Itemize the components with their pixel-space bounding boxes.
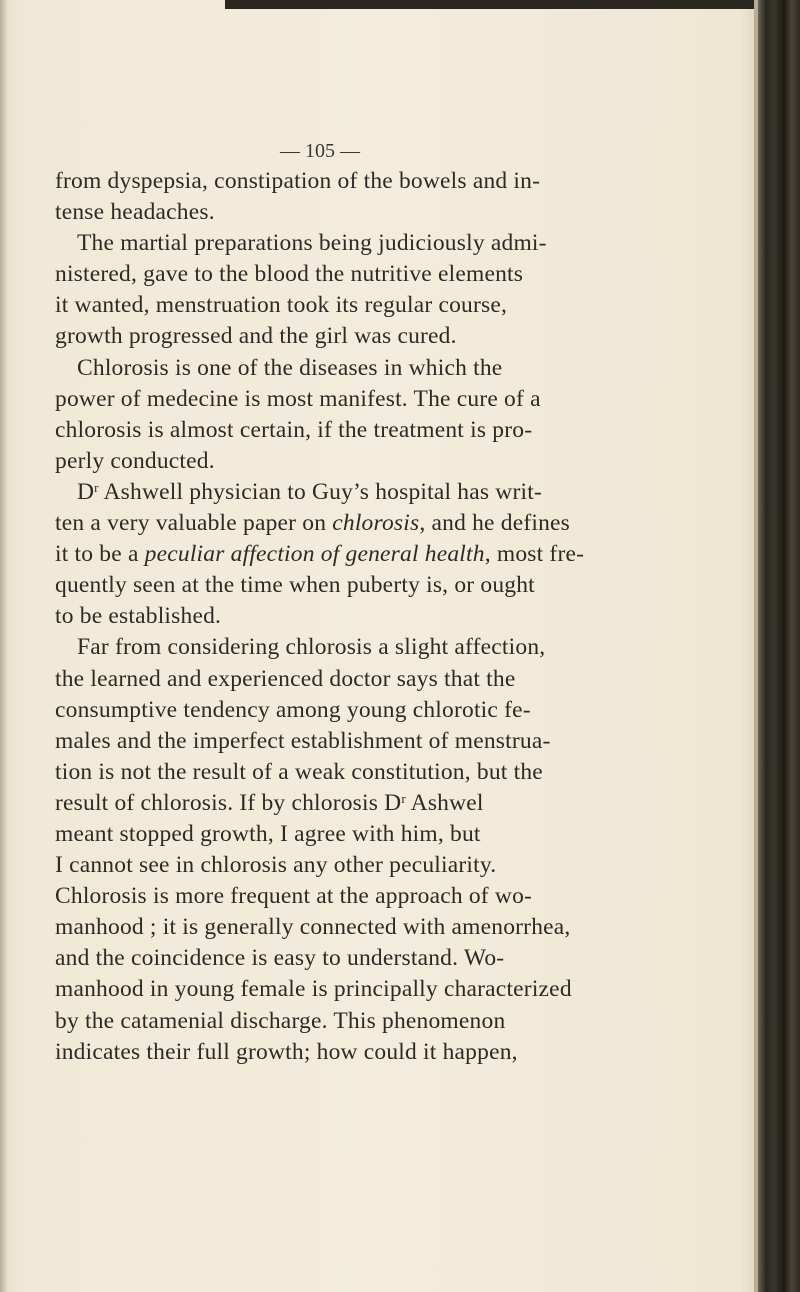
text-line: nistered, gave to the blood the nutritive elements bbox=[55, 261, 524, 288]
text-line: tion is not the result of a weak constitution, but the bbox=[55, 758, 543, 785]
text-line: and the coincidence is easy to understand. Wo- bbox=[55, 945, 505, 972]
text-line: meant stopped growth, I agree with him, but bbox=[55, 820, 481, 847]
text-line: males and the imperfect establishment of menstrua- bbox=[55, 727, 551, 754]
text-line: $D^r$ Ashwell physician to Guy’s hospital has writ- bbox=[77, 478, 542, 505]
body-text bbox=[55, 166, 745, 1068]
text-line: consumptive tendency among young chlorotic fe- bbox=[55, 696, 531, 723]
text-line: growth progressed and the girl was cured. bbox=[55, 323, 457, 350]
text-line: Chlorosis is more frequent at the approach of wo- bbox=[55, 883, 533, 910]
text-line: to be established. bbox=[55, 603, 222, 630]
text-line: I cannot see in chlorosis any other peculiarity. bbox=[55, 852, 497, 879]
top-scan-strip bbox=[225, 0, 760, 9]
text-line: result of chlorosis. If by chlorosis $D^r$ Ashwel bbox=[55, 789, 484, 816]
text-line: it to be a peculiar affection of general health, most fre- bbox=[55, 541, 585, 568]
text-line: it wanted, menstruation took its regular course, bbox=[55, 292, 508, 319]
text-line: from dyspepsia, constipation of the bowels and in- bbox=[55, 168, 541, 194]
text-line: tense headaches. bbox=[55, 199, 215, 226]
text-line: The martial preparations being judiciously admi- bbox=[77, 230, 547, 257]
text-line: chlorosis is almost certain, if the treatment is pro- bbox=[55, 416, 533, 443]
text-line: perly conducted. bbox=[55, 447, 215, 474]
text-line: manhood ; it is generally connected with amenorrhea, bbox=[55, 914, 571, 941]
text-line: quently seen at the time when puberty is, or ought bbox=[55, 572, 535, 599]
text-line: indicates their full growth; how could it happen, bbox=[55, 1038, 518, 1065]
text-line: by the catamenial discharge. This phenomenon bbox=[55, 1007, 506, 1034]
book-binding bbox=[758, 0, 800, 1292]
text-line: the learned and experienced doctor says that the bbox=[55, 665, 516, 692]
page-left-shadow bbox=[0, 0, 8, 1292]
text-line: Chlorosis is one of the diseases in which the bbox=[77, 354, 503, 381]
text-line: Far from considering chlorosis a slight affection, bbox=[77, 634, 546, 661]
text-line: ten a very valuable paper on chlorosis, and he defines bbox=[55, 510, 571, 537]
text-line: manhood in young female is principally characterized bbox=[55, 976, 572, 1003]
page-number: — 105 — bbox=[280, 140, 360, 162]
text-line: power of medecine is most manifest. The cure of a bbox=[55, 385, 541, 412]
